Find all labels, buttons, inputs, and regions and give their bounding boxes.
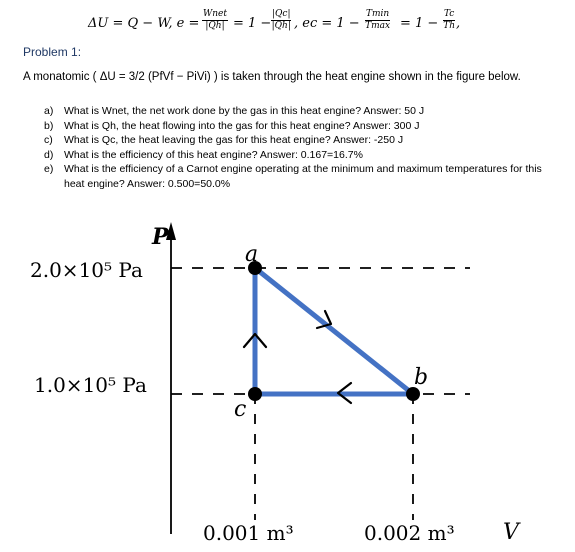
point-b-label: b: [414, 365, 429, 390]
v-high-label: 0.002 m³: [364, 521, 455, 545]
point-c-label: c: [234, 397, 247, 422]
question-text: What is the efficiency of this heat engine? Answer: 0.167=16.7%: [64, 148, 363, 161]
tmin: Tmin: [366, 9, 390, 19]
question-letter: b): [44, 119, 54, 132]
cycle-path: [255, 268, 413, 394]
question-letter: a): [44, 105, 54, 117]
formula-eq1: = 1 −: [233, 16, 272, 31]
question-letter: c): [44, 134, 53, 146]
question-text: What is Wnet, the net work done by the gas in this heat engine? Answer: 50 J: [64, 105, 425, 117]
formula-ec: , ec = 1 −: [294, 16, 360, 31]
tc: Tc: [444, 9, 455, 19]
path-a-to-b: [255, 268, 413, 394]
qc: |Qc|: [272, 9, 291, 19]
question-text: What is Qc, the heat leaving the gas for this heat engine? Answer: -250 J: [64, 134, 404, 146]
question-text: What is Qh, the heat flowing into the gas for this heat engine? Answer: 300 J: [64, 119, 420, 132]
formula-eq2: = 1 −: [400, 16, 439, 31]
wnet: Wnet: [203, 9, 227, 19]
formula-comma: ,: [456, 16, 461, 31]
th: Th: [443, 21, 456, 31]
question-text: What is the efficiency of a Carnot engine operating at the minimum and maximum temperatures for this heat engine? Answer: 0.500=50.0%: [64, 163, 542, 190]
qh: |Qh|: [205, 21, 225, 31]
p-low-label: 1.0×10⁵ Pa: [34, 373, 147, 397]
problem-title: Problem 1:: [23, 45, 82, 59]
tmax: Tmax: [365, 21, 391, 31]
question-letter: e): [44, 163, 54, 175]
p-axis-label: P: [152, 224, 169, 250]
qh2: |Qh|: [271, 21, 291, 31]
v-axis-label: V: [503, 520, 519, 545]
question-letter: d): [44, 148, 54, 161]
formula-first-law: ΔU = Q − W, e =: [88, 16, 200, 31]
point-c-dot: [248, 387, 262, 401]
p-high-label: 2.0×10⁵ Pa: [30, 258, 143, 282]
problem-intro: A monatomic ( ΔU = 3/2 (PfVf − PiVi) ) is taken through the heat engine shown in the figure below.: [23, 71, 521, 83]
point-a-label: a: [245, 242, 259, 267]
v-low-label: 0.001 m³: [203, 521, 294, 545]
